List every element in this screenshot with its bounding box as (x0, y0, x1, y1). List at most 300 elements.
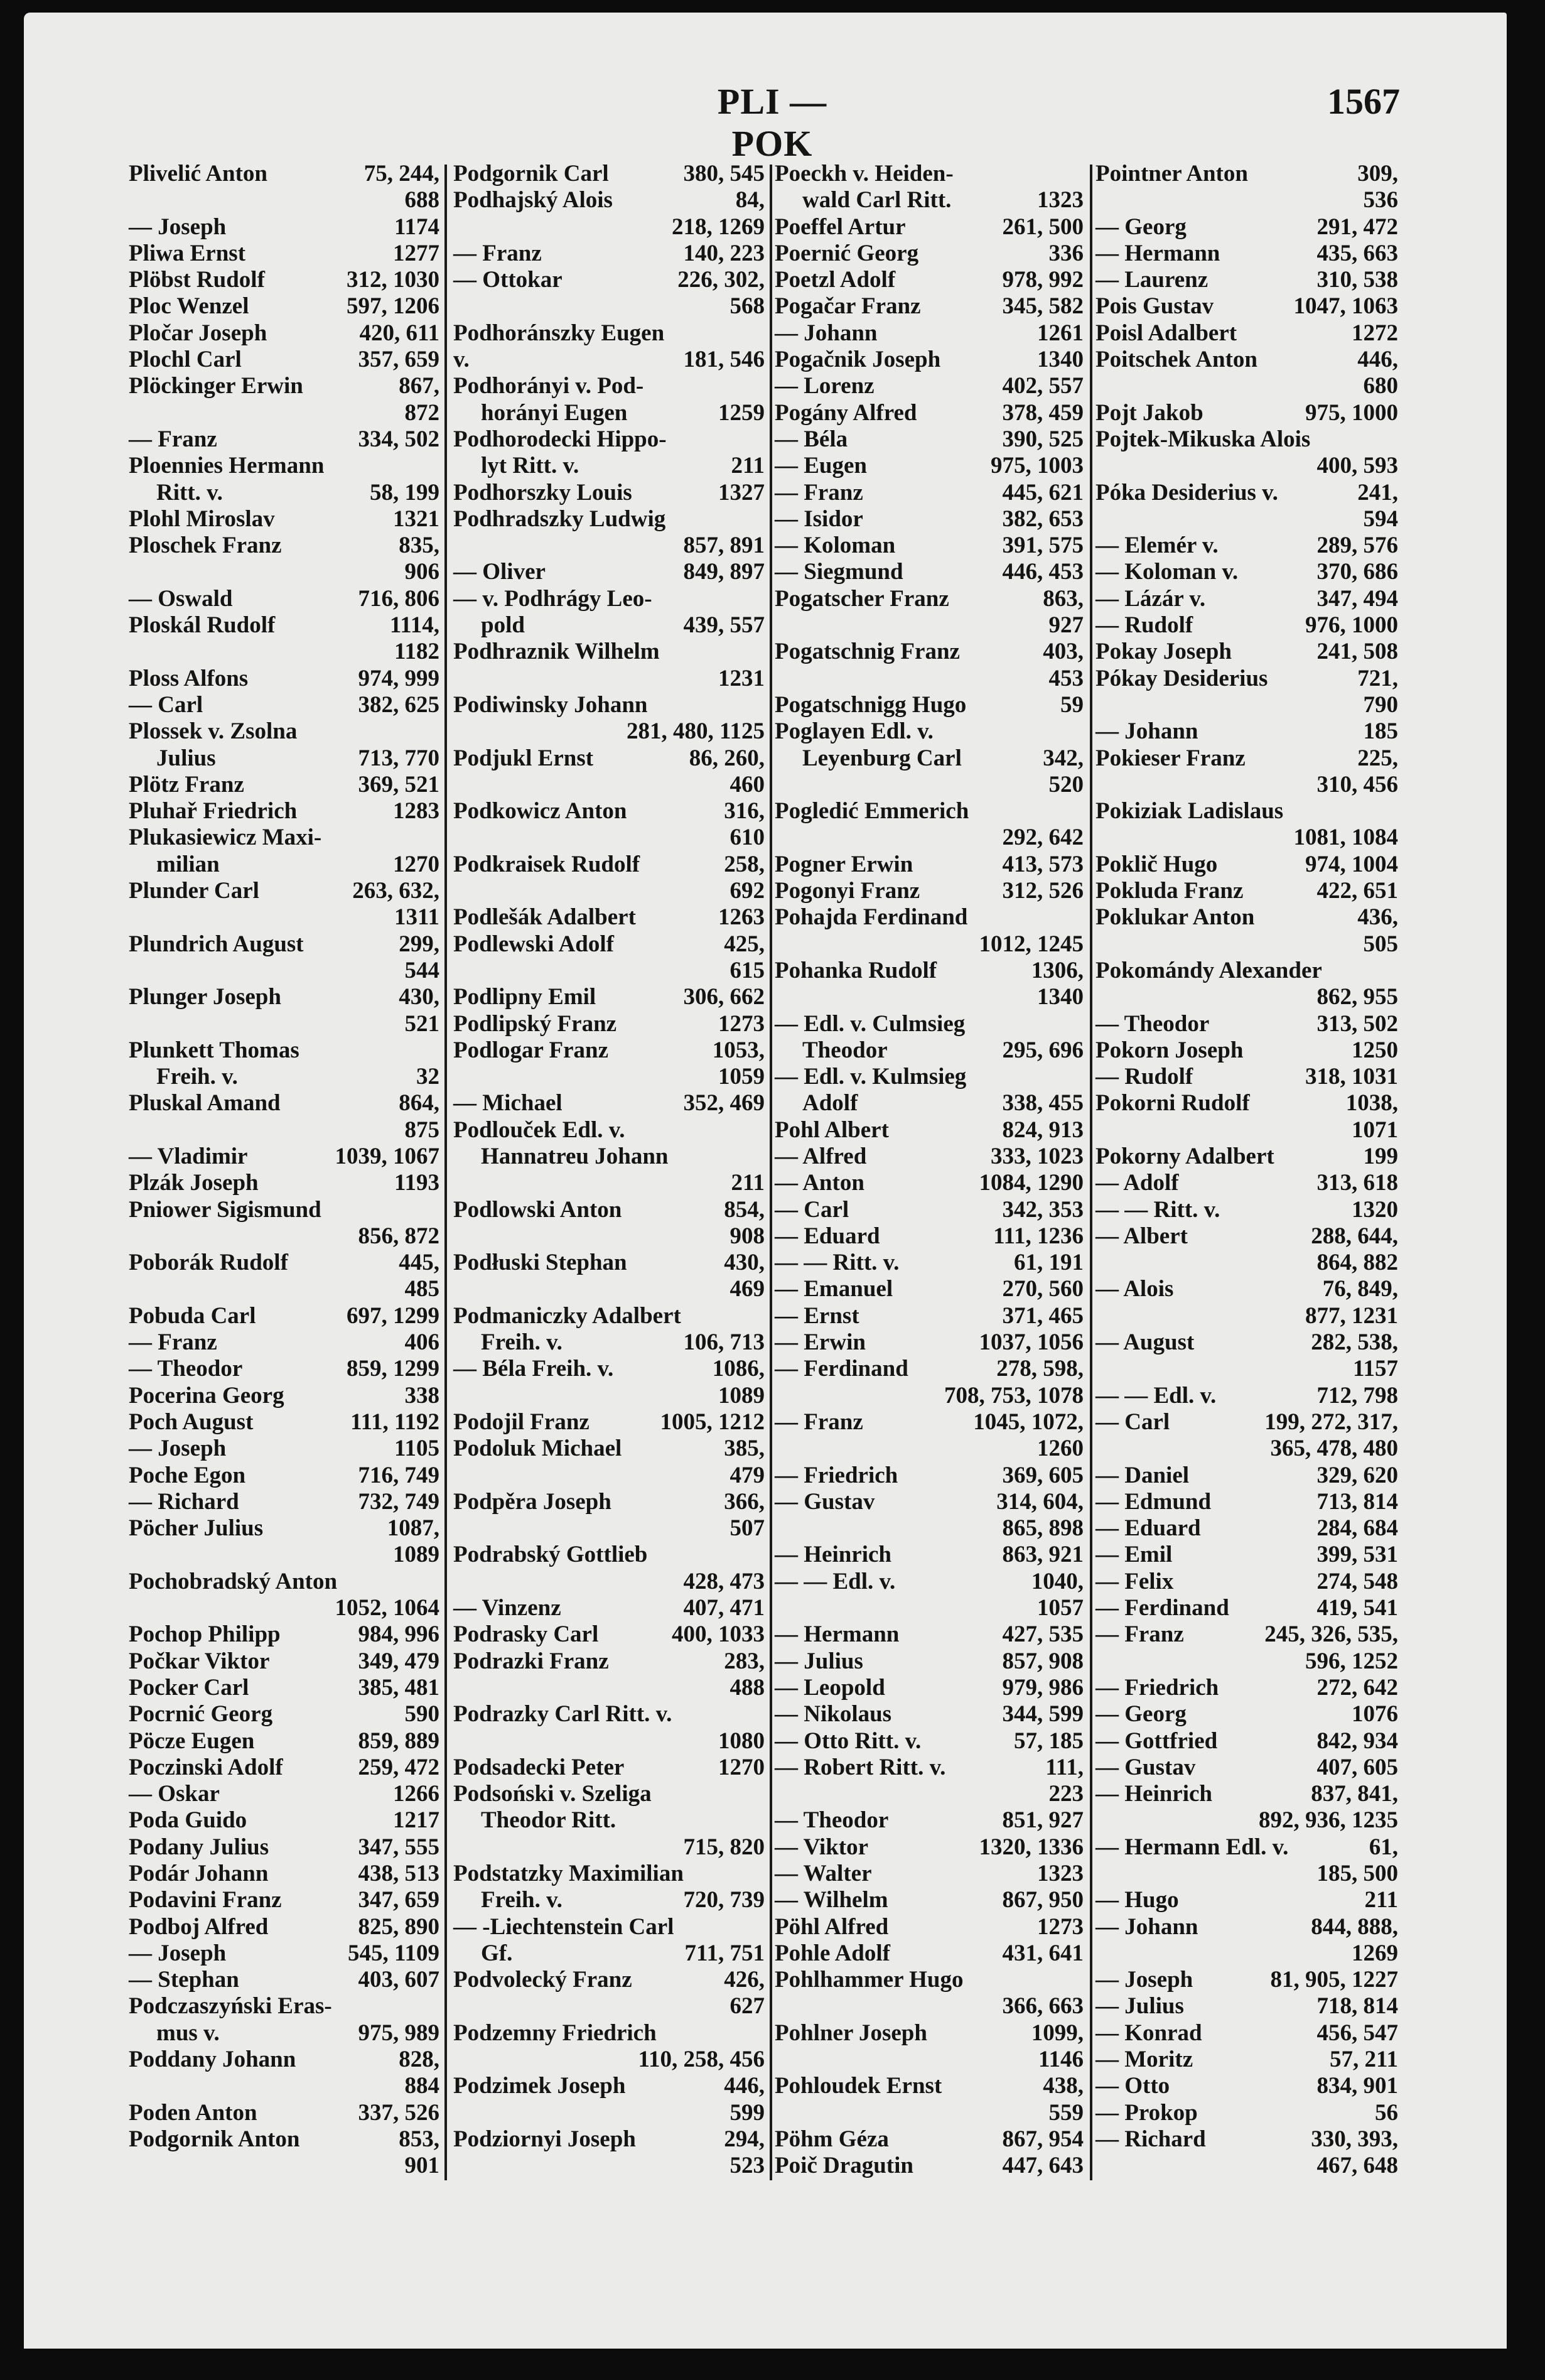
entry-name: — Rudolf (1095, 612, 1193, 639)
index-entry-line (453, 2153, 765, 2179)
index-entry-line (1095, 1383, 1398, 1409)
entry-name: — Robert Ritt. v. (775, 1754, 946, 1780)
index-entry-line (453, 400, 765, 426)
index-entry-line (453, 1197, 765, 1223)
index-entry-line (129, 161, 439, 187)
index-entry-line (775, 1807, 1084, 1834)
entry-page-refs (434, 1569, 439, 1595)
index-entry-line (453, 1675, 765, 1701)
entry-page-refs: 1174 (394, 214, 439, 240)
entry-page-refs: 680 (1363, 373, 1398, 399)
index-entry-line (1095, 958, 1398, 984)
entry-name: — Franz (1095, 1621, 1184, 1648)
entry-name: — Franz (129, 426, 217, 452)
index-entry-line (775, 1011, 1084, 1037)
index-entry-line (453, 692, 765, 718)
index-entry-line (1095, 1861, 1398, 1887)
entry-page-refs: 292, 642 (1002, 825, 1084, 851)
entry-name: pold (481, 612, 525, 639)
entry-page-refs: 111, 1236 (993, 1223, 1084, 1249)
index-entry-line (775, 241, 1084, 267)
index-column-4 (1095, 161, 1398, 2180)
entry-name: — Friedrich (1095, 1674, 1219, 1701)
entry-name: Pokiziak Ladislaus (1095, 798, 1284, 825)
entry-name: — Walter (775, 1861, 872, 1886)
entry-name: — Emil (1095, 1542, 1173, 1568)
entry-name: — Hermann (775, 1621, 900, 1648)
index-entry-line (129, 1807, 439, 1834)
entry-page-refs (1079, 1064, 1084, 1090)
entry-page-refs: 692 (729, 878, 765, 904)
entry-name: Pokieser Franz (1095, 745, 1246, 771)
entry-name: Počkar Viktor (129, 1648, 270, 1674)
index-entry-line (129, 1037, 439, 1064)
entry-page-refs (760, 586, 765, 612)
entry-name: Pohajda Ferdinand (775, 904, 968, 931)
entry-name: — Georg (1095, 214, 1187, 240)
index-entry-line (775, 958, 1084, 984)
entry-name: Podavini Franz (129, 1887, 282, 1913)
entry-name: Plochl Carl (129, 347, 242, 373)
entry-name: Plötz Franz (129, 771, 244, 798)
index-entry-line (1095, 1090, 1398, 1117)
index-entry-line (775, 2020, 1084, 2047)
index-entry-line (1095, 2126, 1398, 2153)
entry-page-refs: 688 (404, 187, 439, 214)
entry-page-refs: 430, (399, 984, 439, 1010)
index-entry-line (129, 1436, 439, 1462)
entry-name: Pogledić Emmerich (775, 798, 969, 825)
entry-page-refs: 536 (1363, 187, 1398, 214)
entry-name: Plöckinger Erwin (129, 373, 303, 399)
entry-page-refs: 851, 927 (1002, 1807, 1084, 1834)
index-entry-line (129, 2100, 439, 2126)
entry-page-refs: 544 (404, 957, 439, 983)
entry-name: Pogonyi Franz (775, 878, 920, 904)
index-entry-line (775, 480, 1084, 506)
entry-name: Pochop Philipp (129, 1621, 281, 1648)
entry-page-refs: 365, 478, 480 (1270, 1436, 1398, 1462)
index-entry-line (1095, 1569, 1398, 1595)
index-entry-line (1095, 586, 1398, 612)
entry-name: — Theodor (1095, 1010, 1210, 1037)
entry-name: Plossek v. Zsolna (129, 718, 298, 745)
entry-page-refs: 1084, 1290 (979, 1170, 1084, 1196)
entry-name: Podvolecký Franz (453, 1967, 632, 1993)
entry-name: — Carl (775, 1196, 849, 1223)
index-entry-line (1095, 1436, 1398, 1462)
entry-name: Podhorányi v. Pod- (453, 373, 644, 399)
index-entry-line (453, 1223, 765, 1250)
entry-page-refs: 863, (1043, 585, 1084, 612)
entry-name: Podhraznik Wilhelm (453, 639, 660, 665)
entry-page-refs: 446, (1357, 347, 1398, 373)
entry-page-refs: 1273 (718, 1010, 765, 1037)
index-entry-line (1095, 241, 1398, 267)
index-entry-line (129, 1463, 439, 1489)
entry-name: — Oliver (453, 559, 546, 585)
entry-page-refs: 1038, (1345, 1090, 1398, 1117)
entry-page-refs: 140, 223 (683, 240, 765, 266)
index-entry-line (1095, 1887, 1398, 1913)
index-entry-line (775, 692, 1084, 718)
index-entry-line (1095, 426, 1398, 453)
entry-page-refs: 431, 641 (1002, 1940, 1084, 1966)
index-entry-line (453, 984, 765, 1010)
index-entry-line (775, 187, 1084, 214)
entry-page-refs (760, 2020, 765, 2047)
entry-page-refs (760, 506, 765, 533)
entry-name: — Joseph (129, 214, 227, 240)
entry-name: Podhradszky Ludwig (453, 506, 666, 532)
index-entry-line (129, 1914, 439, 1940)
index-entry-line (129, 1329, 439, 1356)
entry-name: Pogatscher Franz (775, 585, 949, 612)
index-entry-line (129, 1781, 439, 1807)
index-entry-line (775, 2047, 1084, 2073)
index-entry-line (453, 1144, 765, 1170)
index-entry-line (1095, 852, 1398, 878)
entry-name: — Prokop (1095, 2099, 1198, 2126)
index-entry-line (453, 612, 765, 639)
index-entry-line (129, 692, 439, 718)
entry-page-refs (434, 825, 439, 851)
index-entry-line (129, 1144, 439, 1170)
entry-page-refs: 460 (729, 771, 765, 798)
index-entry-line (1095, 1675, 1398, 1701)
entry-page-refs (760, 639, 765, 665)
index-entry-line (775, 1595, 1084, 1621)
entry-name: — — Edl. v. (1095, 1382, 1217, 1409)
index-entry-line (1095, 1463, 1398, 1489)
entry-page-refs: 226, 302, (677, 267, 765, 293)
index-entry-line (453, 904, 765, 931)
entry-page-refs (1079, 1011, 1084, 1037)
entry-name: Podlipský Franz (453, 1010, 617, 1037)
entry-name: Poeckh v. Heiden- (775, 161, 954, 187)
index-entry-line (453, 347, 765, 373)
entry-page-refs: 422, 651 (1316, 878, 1398, 904)
entry-page-refs: 1261 (1037, 320, 1084, 346)
entry-page-refs (434, 1037, 439, 1064)
entry-name: Pöhl Alfred (775, 1913, 889, 1940)
entry-page-refs: 594 (1363, 506, 1398, 532)
entry-page-refs: 1086, (712, 1356, 765, 1382)
entry-page-refs: 369, 521 (358, 771, 439, 798)
index-entry-line (453, 1356, 765, 1382)
index-entry-line (453, 187, 765, 214)
entry-page-refs: 111, 1192 (350, 1409, 439, 1435)
entry-name: Pokorny Adalbert (1095, 1143, 1274, 1169)
entry-page-refs: 369, 605 (1002, 1462, 1084, 1488)
entry-name: — Emanuel (775, 1276, 893, 1302)
entry-name: — Otto Ritt. v. (775, 1728, 922, 1754)
entry-name: — Gustav (775, 1488, 875, 1515)
entry-page-refs: 294, (724, 2126, 765, 2152)
index-entry-line (1095, 1409, 1398, 1436)
index-entry-line (1095, 2020, 1398, 2047)
entry-page-refs: 399, 531 (1316, 1542, 1398, 1568)
entry-page-refs (1079, 718, 1084, 745)
index-entry-line (129, 1621, 439, 1648)
entry-page-refs: 713, 770 (358, 745, 439, 771)
entry-name: — Johann (1095, 718, 1198, 745)
column-divider (770, 165, 772, 2180)
index-entry-line (129, 2153, 439, 2179)
entry-page-refs: 241, 508 (1316, 639, 1398, 665)
entry-page-refs (760, 1117, 765, 1144)
entry-page-refs: 976, 1000 (1305, 612, 1398, 639)
index-entry-line (129, 772, 439, 798)
entry-name: — Rudolf (1095, 1064, 1193, 1090)
entry-name: — Heinrich (1095, 1781, 1213, 1807)
entry-name: Poeffel Artur (775, 214, 906, 240)
index-entry-line (453, 1383, 765, 1409)
index-entry-line (453, 2126, 765, 2153)
index-entry-line (1095, 480, 1398, 506)
entry-name: Freih. v. (481, 1887, 563, 1913)
entry-name: Plohl Miroslav (129, 506, 275, 532)
entry-page-refs: 867, (399, 373, 439, 399)
entry-page-refs: 347, 555 (358, 1834, 439, 1860)
index-entry-line (129, 1383, 439, 1409)
entry-name: — Ferdinand (1095, 1595, 1229, 1621)
column-divider (444, 165, 447, 2180)
entry-page-refs: 223 (1048, 1781, 1084, 1807)
entry-page-refs: 1260 (1037, 1436, 1084, 1462)
index-entry-line (1095, 1940, 1398, 1967)
entry-name: Plukasiewicz Maxi- (129, 825, 322, 851)
entry-page-refs: 270, 560 (1002, 1276, 1084, 1302)
index-entry-line (453, 825, 765, 851)
entry-page-refs: 32 (416, 1064, 439, 1090)
index-entry-line (1095, 320, 1398, 347)
entry-page-refs (1079, 798, 1084, 825)
entry-page-refs: 1037, 1056 (979, 1329, 1084, 1356)
entry-page-refs: 615 (729, 957, 765, 983)
index-entry-line (453, 1170, 765, 1196)
entry-name: Pohlhammer Hugo (775, 1967, 964, 1993)
entry-page-refs: 610 (729, 825, 765, 851)
entry-page-refs: 901 (404, 2153, 439, 2179)
index-entry-line (1095, 2153, 1398, 2179)
entry-page-refs: 371, 465 (1002, 1302, 1084, 1329)
entry-page-refs: 1087, (387, 1515, 439, 1542)
entry-page-refs: 446, 453 (1002, 559, 1084, 585)
entry-name: — Viktor (775, 1834, 869, 1860)
entry-page-refs: 57, 185 (1014, 1728, 1084, 1754)
index-entry-line (453, 772, 765, 798)
entry-page-refs (760, 1781, 765, 1807)
index-entry-line (1095, 639, 1398, 665)
entry-name: Pohloudek Ernst (775, 2073, 942, 2099)
index-entry-line (129, 187, 439, 214)
entry-name: — Béla (775, 426, 848, 452)
entry-page-refs: 225, (1357, 745, 1398, 771)
index-entry-line (1095, 2100, 1398, 2126)
entry-page-refs: 1080 (718, 1728, 765, 1754)
entry-page-refs: 439, 557 (683, 612, 765, 639)
entry-page-refs: 211 (731, 453, 765, 479)
index-entry-line (1095, 1356, 1398, 1382)
entry-name: — Heinrich (775, 1542, 892, 1568)
index-entry-line (129, 825, 439, 851)
index-entry-line (453, 1701, 765, 1728)
index-entry-line (775, 639, 1084, 665)
entry-page-refs: 420, 611 (359, 320, 439, 346)
index-entry-line (129, 1755, 439, 1781)
entry-name: — Siegmund (775, 559, 903, 585)
entry-name: Pocrnić Georg (129, 1701, 273, 1728)
index-entry-line (129, 1728, 439, 1755)
entry-page-refs: 1057 (1037, 1595, 1084, 1621)
entry-page-refs: 1071 (1352, 1117, 1398, 1143)
entry-page-refs: 312, 526 (1002, 878, 1084, 904)
entry-page-refs: 975, 989 (358, 2020, 439, 2046)
entry-name: — Edl. v. Kulmsieg (775, 1064, 967, 1090)
index-entry-line (775, 904, 1084, 931)
entry-page-refs: 378, 459 (1002, 399, 1084, 426)
entry-page-refs: 81, 905, 1227 (1270, 1967, 1398, 1993)
entry-name: Podłuski Stephan (453, 1250, 627, 1276)
index-entry-line (775, 984, 1084, 1010)
index-entry-line (1095, 1834, 1398, 1861)
entry-page-refs: 342, (1043, 745, 1084, 771)
index-entry-line (129, 214, 439, 241)
entry-page-refs (1079, 904, 1084, 931)
entry-name: Poch August (129, 1409, 254, 1435)
index-entry-line (1095, 1728, 1398, 1755)
entry-name: lyt Ritt. v. (481, 453, 579, 479)
entry-page-refs: 828, (399, 2047, 439, 2073)
entry-name: Podkowicz Anton (453, 798, 627, 825)
entry-page-refs: 711, 751 (684, 1940, 765, 1966)
entry-name: Pöcze Eugen (129, 1728, 255, 1754)
entry-page-refs: 436, (1357, 904, 1398, 931)
index-entry-line (453, 1542, 765, 1568)
entry-page-refs: 507 (729, 1515, 765, 1542)
entry-page-refs: 313, 618 (1316, 1170, 1398, 1196)
entry-name: Podrazky Carl Ritt. v. (453, 1701, 672, 1728)
entry-name: — Joseph (1095, 1967, 1193, 1993)
entry-page-refs: 406 (404, 1329, 439, 1356)
index-entry-line (775, 533, 1084, 559)
entry-name: Pointner Anton (1095, 161, 1248, 187)
index-entry-line (453, 1329, 765, 1356)
entry-name: Poche Egon (129, 1462, 246, 1488)
entry-name: Pokluda Franz (1095, 878, 1244, 904)
entry-page-refs: 984, 996 (358, 1621, 439, 1648)
entry-page-refs: 281, 480, 1125 (627, 718, 765, 745)
entry-name: — Vinzenz (453, 1595, 561, 1621)
index-entry-line (129, 1489, 439, 1515)
index-entry-line (775, 1569, 1084, 1595)
entry-page-refs: 862, 955 (1316, 984, 1398, 1010)
entry-page-refs (1079, 1967, 1084, 1993)
entry-page-refs: 56 (1375, 2099, 1398, 2126)
index-entry-line (775, 1940, 1084, 1967)
entry-page-refs (760, 1303, 765, 1329)
entry-name: Pokomándy Alexander (1095, 957, 1322, 983)
entry-page-refs: 407, 471 (683, 1595, 765, 1621)
index-entry-line (775, 1489, 1084, 1515)
index-entry-line (453, 1621, 765, 1648)
index-entry-line (775, 2126, 1084, 2153)
index-entry-line (453, 1807, 765, 1834)
index-entry-line (1095, 1011, 1398, 1037)
index-entry-line (1095, 904, 1398, 931)
entry-name: Pojt Jakob (1095, 399, 1203, 426)
entry-name: — — Ritt. v. (1095, 1196, 1220, 1223)
index-entry-line (453, 1940, 765, 1967)
index-entry-line (775, 2073, 1084, 2099)
index-entry-line (1095, 984, 1398, 1010)
entry-page-refs: 438, (1043, 2073, 1084, 2099)
index-entry-line (453, 1781, 765, 1807)
index-entry-line (129, 1861, 439, 1887)
entry-page-refs: 863, 921 (1002, 1542, 1084, 1568)
entry-name: — Otto (1095, 2073, 1170, 2099)
entry-name: — Theodor (129, 1356, 243, 1382)
entry-page-refs: 110, 258, 456 (638, 2047, 765, 2073)
entry-page-refs: 859, 1299 (347, 1356, 439, 1382)
index-entry-line (1095, 1621, 1398, 1648)
entry-name: Podczaszyński Eras- (129, 1993, 332, 2020)
entry-page-refs: 590 (404, 1701, 439, 1728)
index-entry-line (129, 586, 439, 612)
index-entry-line (775, 825, 1084, 851)
index-entry-line (453, 1064, 765, 1090)
entry-page-refs: 456, 547 (1316, 2020, 1398, 2046)
index-entry-line (453, 533, 765, 559)
entry-page-refs: 864, (399, 1090, 439, 1117)
index-entry-line (129, 1569, 439, 1595)
index-entry-line (453, 426, 765, 453)
entry-name: Poczinski Adolf (129, 1754, 283, 1780)
entry-page-refs: 1277 (393, 240, 439, 266)
entry-name: Póka Desiderius v. (1095, 479, 1278, 506)
entry-name: — Stephan (129, 1967, 239, 1993)
entry-name: Ploennies Hermann (129, 453, 325, 479)
index-entry-line (453, 373, 765, 399)
index-entry-line (1095, 2073, 1398, 2099)
entry-page-refs: 366, (724, 1488, 765, 1515)
entry-name: — Carl (1095, 1409, 1170, 1435)
index-entry-line (775, 1170, 1084, 1196)
index-entry-line (775, 1675, 1084, 1701)
entry-page-refs: 211 (731, 1170, 765, 1196)
entry-name: Podlowski Anton (453, 1196, 622, 1223)
entry-page-refs: 908 (729, 1223, 765, 1249)
index-entry-line (775, 1356, 1084, 1382)
entry-name: — Moritz (1095, 2047, 1193, 2073)
entry-name: — Alfred (775, 1143, 867, 1169)
index-entry-line (453, 1569, 765, 1595)
entry-name: — Carl (129, 691, 203, 718)
entry-name: Pöcher Julius (129, 1515, 264, 1542)
index-entry-line (1095, 1276, 1398, 1302)
entry-name: Pohlner Joseph (775, 2020, 927, 2046)
entry-name: Ritt. v. (156, 479, 223, 506)
index-entry-line (775, 1144, 1084, 1170)
index-entry-line (775, 320, 1084, 347)
entry-name: — Elemér v. (1095, 533, 1219, 559)
index-entry-line (129, 1542, 439, 1568)
entry-page-refs: 1099, (1031, 2020, 1084, 2046)
entry-name: Podzimek Joseph (453, 2073, 626, 2099)
index-entry-line (129, 666, 439, 692)
entry-page-refs: 1059 (718, 1064, 765, 1090)
